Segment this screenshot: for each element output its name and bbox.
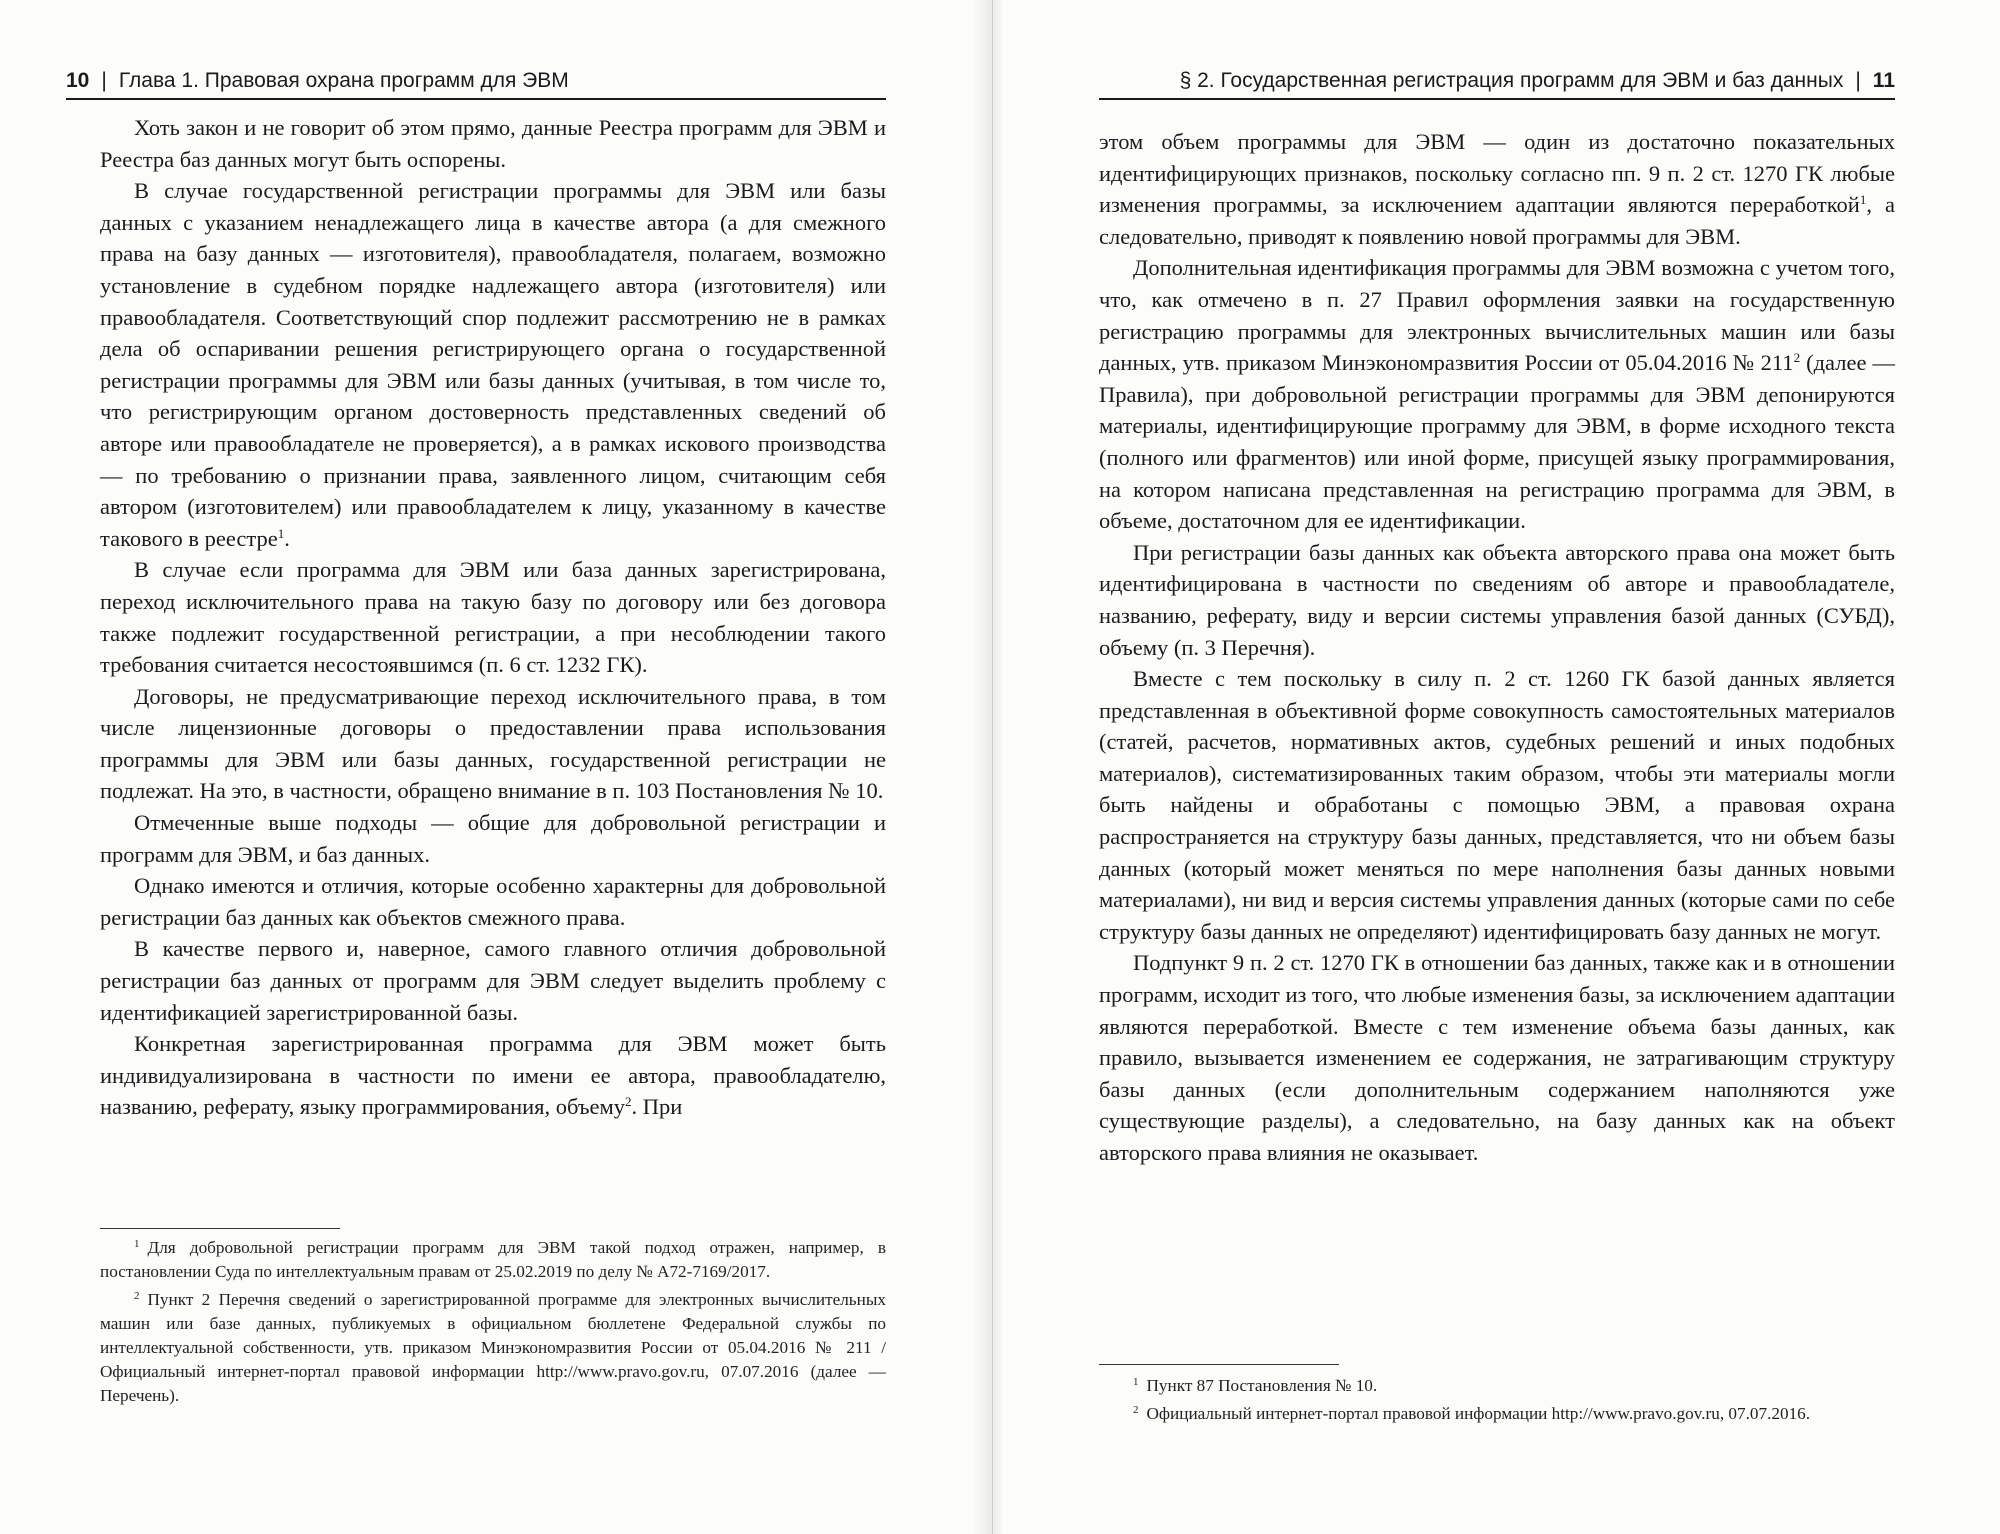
left-footnotes: [100, 1236, 886, 1412]
left-body-text: [100, 112, 886, 1123]
paragraph: Вместе с тем поскольку в силу п. 2 ст. 1260 ГК базой данных является представленная в объективной форме совокупность самостоятельных материалов (статей, расчетов, нормативных актов, судебных решений и иных подобных материалов), систематизированных таким образом, чтобы эти материалы могли быть найдены и обработаны с помощью ЭВМ, а правовая охрана распространяется на структуру базы данных, представляется, что ни объем базы данных (который может меняться по мере наполнения базы данных новыми материалами), ни вид и версия системы управления данных (которые сами по себе структуру базы данных не определяют) идентифицировать базу данных не могут.: [1099, 666, 1895, 944]
paragraph: В случае государственной регистрации программы для ЭВМ или базы данных с указанием ненадлежащего лица в качестве автора (а для смежного права на базу данных — изготовителя), правообладателя, полагаем, возможно установление в судебном порядке надлежащего автора (изготовителя) или правообладателя. Соответствующий спор подлежит рассмотрению не в рамках дела об оспаривании решения регистрирующего органа о государственной регистрации программы для ЭВМ или базы данных (учитывая, в том числе то, что регистрирующим органом достоверность представленных сведений об авторе или правообладателе не проверяется), а в рамках искового производства — по требованию о признании права, заявленного лицом, считающим себя автором (изготовителем) или правообладателем к лицу, указанному в качестве такового в реестре$^1$.: [100, 178, 886, 551]
right-running-head: [1099, 64, 1895, 100]
footnote: $^2$ Пункт 2 Перечня сведений о зарегистрированной программе для электронных вычислительных машин или базе данных, публикуемых в официальном бюллетене Федеральной службы по интеллектуальной собственности, утв. приказом Минэкономразвития России от 05.04.2016 № 211 / Официальный интернет-портал правовой информации http://www.pravo.gov.ru, 07.07.2016 (далее — Перечень).: [100, 1290, 886, 1405]
paragraph: Дополнительная идентификация программы для ЭВМ возможна с учетом того, что, как отмечено в п. 27 Правил оформления заявки на государственную регистрацию программы для электронных вычислительных машин или базы данных, утв. приказом Минэкономразвития России от 05.04.2016 № $211^2$ (далее — Правила), при добровольной регистрации программы для ЭВМ депонируются материалы, идентифицирующие программу для ЭВМ, в форме исходного текста (полного или фрагментов) или иной форме, присущей языку программирования, на котором написана представленная на регистрацию программа для ЭВМ, в объеме, достаточном для ее идентификации.: [1099, 255, 1895, 534]
paragraph: Подпункт 9 п. 2 ст. 1270 ГК в отношении баз данных, также как и в отношении программ, исходит из того, что любые изменения базы, за исключением адаптации являются переработкой. Вместе с тем изменение объема базы данных, как правило, вызывается изменением ее содержания, не затрагивающим структуру базы данных (если дополнительным содержанием наполняются уже существующие разделы), а следовательно, на базу данных как на объект авторского права влияния не оказывает.: [1099, 950, 1895, 1165]
paragraph: этом объем программы для ЭВМ — один из достаточно показательных идентифицирующих признаков, поскольку согласно пп. 9 п. 2 ст. 1270 ГК любые изменения программы, за исключением адаптации являются переработкой$^1$, а следовательно, приводят к появлению новой программы для ЭВМ.: [1099, 129, 1895, 249]
paragraph: Конкретная зарегистрированная программа для ЭВМ может быть индивидуализирована в частности по имени ее автора, правообладателю, названию, реферату, языку программирования, объему$^2$. При: [100, 1031, 886, 1120]
paragraph: Хоть закон и не говорит об этом прямо, данные Реестра программ для ЭВМ и Реестра баз данных могут быть оспорены.: [100, 115, 886, 172]
footnote: $^1$ Для добровольной регистрации программ для ЭВМ такой подход отражен, например, в постановлении Суда по интеллектуальным правам от 25.02.2019 по делу № А72-7169/2017.: [100, 1238, 886, 1281]
paragraph: Однако имеются и отличия, которые особенно характерны для добровольной регистрации баз данных как объектов смежного права.: [100, 873, 886, 930]
right-page: [992, 0, 2000, 1534]
chapter-title: Глава 1. Правовая охрана программ для ЭВМ: [118, 69, 569, 92]
footnote: $^1$ Пункт 87 Постановления № 10.: [1133, 1376, 1378, 1395]
right-footnote-rule: [1099, 1364, 1339, 1365]
left-page-number: 10: [66, 69, 90, 92]
paragraph: Отмеченные выше подходы — общие для добровольной регистрации и программ для ЭВМ, и баз данных.: [100, 810, 886, 867]
paragraph: В качестве первого и, наверное, самого главного отличия добровольной регистрации баз данных от программ для ЭВМ следует выделить проблему с идентификацией зарегистрированной базы.: [100, 936, 886, 1025]
book-gutter-shadow: [972, 0, 1002, 1534]
paragraph: В случае если программа для ЭВМ или база данных зарегистрирована, переход исключительного права на такую базу по договору или без договора также подлежит государственной регистрации, а при несоблюдении такого требования считается несостоявшимся (п. 6 ст. 1232 ГК).: [100, 557, 886, 678]
footnote-ref: 1: [1859, 192, 1867, 208]
left-page: [0, 0, 992, 1534]
paragraph: Договоры, не предусматривающие переход исключительного права, в том числе лицензионные договоры о предоставлении права использования программы для ЭВМ или базы данных, государственной регистрации не подлежат. На это, в частности, обращено внимание в п. 103 Постановления № 10.: [100, 683, 886, 804]
footnote: $^2$ Официальный интернет-портал правовой информации http://www.pravo.gov.ru, 07.07.2016.: [1133, 1404, 1811, 1423]
left-header-separator: |: [101, 69, 107, 92]
left-footnote-rule: [100, 1228, 340, 1229]
right-header-separator: |: [1855, 69, 1861, 92]
right-footnotes: [1099, 1374, 1895, 1430]
right-body-text: [1099, 126, 1895, 1169]
right-page-number: 11: [1872, 69, 1895, 92]
left-running-head: [66, 64, 886, 100]
footnote-ref: 2: [1793, 350, 1801, 366]
section-title: § 2. Государственная регистрация программ для ЭВМ и баз данных: [1179, 69, 1844, 92]
footnote-ref: 2: [625, 1094, 632, 1110]
paragraph: При регистрации базы данных как объекта авторского права она может быть идентифицирована в частности по сведениям об авторе и правообладателе, названию, реферату, виду и версии системы управления базой данных (СУБД), объему (п. 3 Перечня).: [1099, 539, 1895, 660]
footnote-ref: 1: [277, 525, 285, 541]
